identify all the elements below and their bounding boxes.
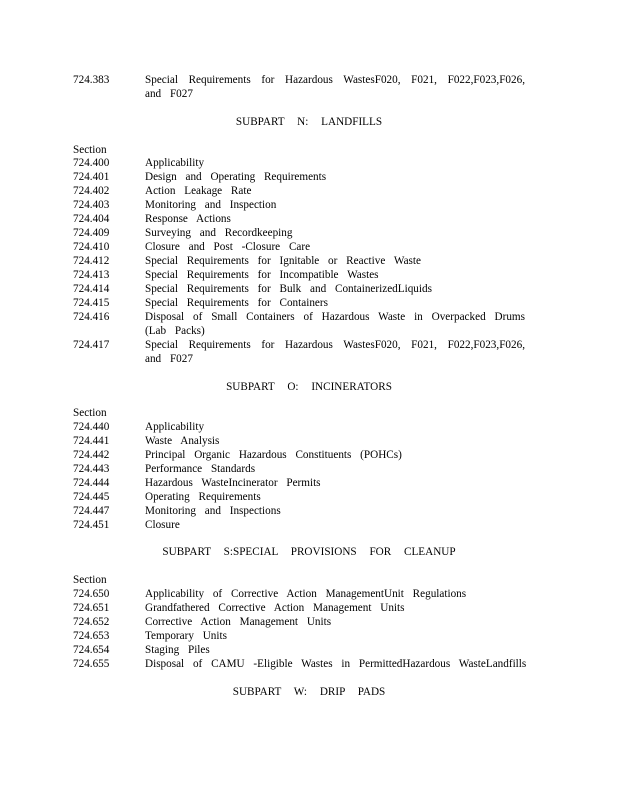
section-title: Principal Organic Hazardous Constituents (POHCs) xyxy=(145,449,402,461)
section-number: 724.410 xyxy=(73,241,110,253)
section-number: 724.440 xyxy=(73,421,110,433)
section-number: 724.409 xyxy=(73,227,110,239)
section-title: Performance Standards xyxy=(145,463,256,475)
section-title: Disposal of CAMU -Eligible Wastes in PermittedHazardous WasteLandfills xyxy=(145,658,527,670)
section-number: 724.443 xyxy=(73,463,110,475)
section-title: Grandfathered Corrective Action Management Units xyxy=(145,602,405,614)
section-title: Disposal of Small Containers of Hazardous Waste in Overpacked Drums (Lab Packs) xyxy=(145,311,525,337)
section-number: 724.414 xyxy=(73,283,110,295)
section-title: Monitoring and Inspections xyxy=(145,505,281,517)
section-title: Special Requirements for Hazardous WastesF020, F021, F022,F023,F026, and F027 xyxy=(145,74,525,100)
section-number: 724.413 xyxy=(73,269,110,281)
section-title: Operating Requirements xyxy=(145,491,261,503)
section-number: 724.415 xyxy=(73,297,110,309)
section-title: Applicability xyxy=(145,421,205,433)
section-title: Closure and Post -Closure Care xyxy=(145,241,311,253)
section-number: 724.447 xyxy=(73,505,110,517)
section-number: 724.655 xyxy=(73,658,110,670)
section-label: Section xyxy=(73,407,107,419)
section-title: Corrective Action Management Units xyxy=(145,616,332,628)
section-number: 724.400 xyxy=(73,157,110,169)
section-title: Applicability xyxy=(145,157,205,169)
section-number: 724.444 xyxy=(73,477,110,489)
section-number: 724.653 xyxy=(73,630,110,642)
section-label: Section xyxy=(73,144,107,156)
section-number: 724.650 xyxy=(73,588,110,600)
section-title: Waste Analysis xyxy=(145,435,220,447)
section-title: Surveying and Recordkeeping xyxy=(145,227,293,239)
section-title: Closure xyxy=(145,519,180,531)
section-title: Special Requirements for Incompatible Wastes xyxy=(145,269,379,281)
section-title: Special Requirements for Ignitable or Reactive Waste xyxy=(145,255,421,267)
section-number: 724.404 xyxy=(73,213,110,225)
section-title: Applicability of Corrective Action ManagementUnit Regulations xyxy=(145,588,467,600)
section-number: 724.652 xyxy=(73,616,110,628)
section-title: Special Requirements for Containers xyxy=(145,297,328,309)
section-title: Special Requirements for Hazardous WastesF020, F021, F022,F023,F026, and F027 xyxy=(145,339,525,365)
section-title: Monitoring and Inspection xyxy=(145,199,277,211)
section-number: 724.412 xyxy=(73,255,110,267)
section-label: Section xyxy=(73,574,107,586)
section-title: Action Leakage Rate xyxy=(145,185,252,197)
section-number: 724.442 xyxy=(73,449,110,461)
section-number: 724.654 xyxy=(73,644,110,656)
subpart-heading: SUBPART N: LANDFILLS xyxy=(235,116,383,128)
section-number: 724.402 xyxy=(73,185,110,197)
section-title: Temporary Units xyxy=(145,630,227,642)
section-title: Response Actions xyxy=(145,213,231,225)
section-number: 724.417 xyxy=(73,339,110,351)
section-title: Hazardous WasteIncinerator Permits xyxy=(145,477,321,489)
section-title: Staging Piles xyxy=(145,644,210,656)
section-number: 724.451 xyxy=(73,519,110,531)
section-title: Design and Operating Requirements xyxy=(145,171,327,183)
section-number: 724.441 xyxy=(73,435,110,447)
subpart-heading: SUBPART S:SPECIAL PROVISIONS FOR CLEANUP xyxy=(162,546,456,558)
section-title: Special Requirements for Bulk and ContainerizedLiquids xyxy=(145,283,432,295)
section-number: 724.383 xyxy=(73,74,110,86)
section-number: 724.416 xyxy=(73,311,110,323)
subpart-heading: SUBPART O: INCINERATORS xyxy=(226,381,392,393)
subpart-heading: SUBPART W: DRIP PADS xyxy=(232,686,386,698)
section-number: 724.403 xyxy=(73,199,110,211)
section-number: 724.445 xyxy=(73,491,110,503)
section-number: 724.401 xyxy=(73,171,110,183)
section-number: 724.651 xyxy=(73,602,110,614)
